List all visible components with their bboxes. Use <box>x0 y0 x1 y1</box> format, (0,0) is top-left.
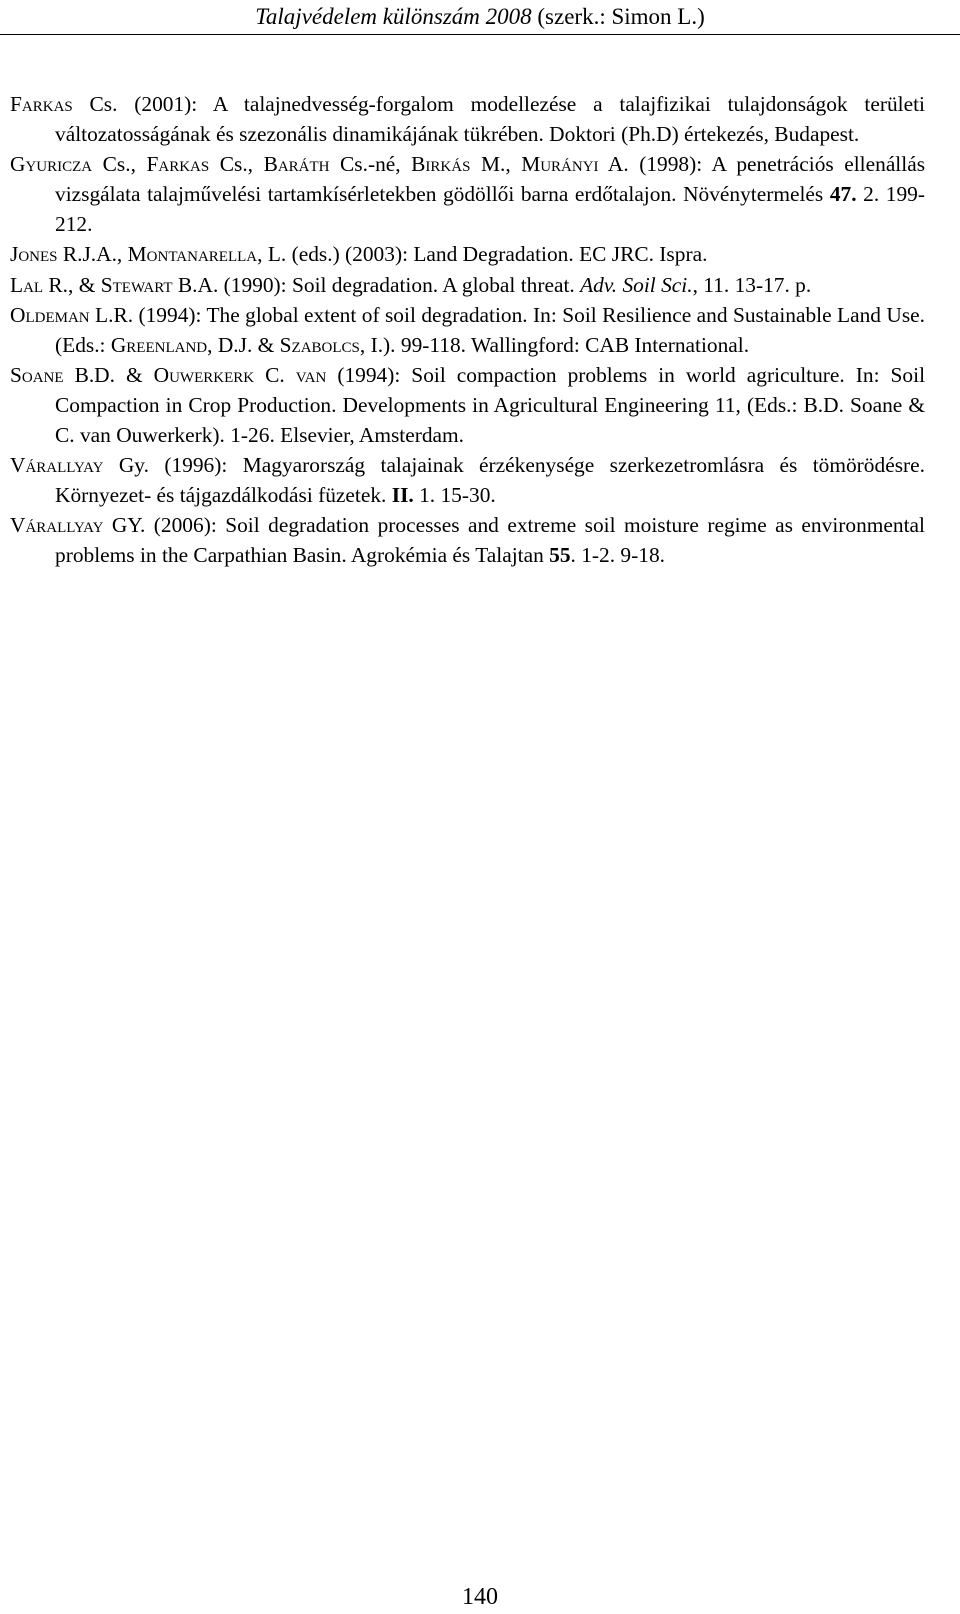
reference-text: Cs.-né, <box>329 152 412 177</box>
author-name: Soane <box>10 362 64 387</box>
reference-text: L.R. (1994): The global extent of soil degradation. In: Soil Resilience and Sustainable Land Use. (Eds.: <box>55 302 925 357</box>
reference-entry <box>10 510 925 570</box>
journal-title: Talajvédelem különszám 2008 <box>255 4 532 29</box>
editor-note: (szerk.: Simon L.) <box>537 4 705 29</box>
author-name: Várallyay <box>10 513 104 538</box>
volume-number: 47. <box>829 182 857 207</box>
reference-entry <box>10 149 925 239</box>
reference-text: 2. 199-212. <box>55 182 925 237</box>
reference-entry <box>10 300 925 360</box>
author-name: Oldeman <box>10 302 90 327</box>
reference-text: , 11. 13-17. p. <box>692 272 812 297</box>
author-name: Jones <box>10 242 58 267</box>
reference-entry <box>10 360 925 450</box>
author-name: van <box>295 362 327 387</box>
reference-text: Cs., <box>92 152 147 177</box>
reference-text: . 1-2. 9-18. <box>570 543 665 568</box>
reference-entry <box>10 89 925 149</box>
reference-text: 1. 15-30. <box>413 483 496 508</box>
reference-entry <box>10 450 925 510</box>
running-header <box>0 0 960 35</box>
author-name: Greenland <box>110 332 208 357</box>
author-name: Farkas <box>146 152 210 177</box>
author-name: Montanarella <box>127 242 258 267</box>
volume-number: II. <box>391 483 414 508</box>
reference-text: (1994): Soil compaction problems in world agriculture. In: Soil Compaction in Crop Production. Developments in Agricultural Engineering 11, (Eds.: B.D. Soane & C. van Ouwerkerk). 1-26. Elsevier, Amsterdam. <box>55 362 926 448</box>
reference-text: Gy. (1996): Magyarország talajainak érzékenysége szerkezetromlásra és tömörödésre. Környezet- és tájgazdálkodási füzetek. <box>55 453 925 508</box>
volume-number: 55 <box>549 543 571 568</box>
author-name: Stewart <box>100 272 173 297</box>
author-name: Farkas <box>10 92 73 116</box>
author-name: Birkás <box>411 152 471 177</box>
reference-entry <box>10 270 925 300</box>
journal-name: Adv. Soil Sci. <box>580 272 693 297</box>
reference-text: B.A. (1990): Soil degradation. A global threat. <box>172 272 581 297</box>
reference-text: GY. (2006): Soil degradation processes and extreme soil moisture regime as environmental problems in the Carpathian Basin. Agrokémia és Talajtan <box>55 513 925 568</box>
author-name: Murányi <box>521 152 599 177</box>
reference-text: B.D. & <box>63 362 154 387</box>
reference-text: Cs. (2001): A talajnedvesség-forgalom modellezése a talajfizikai tulajdonságok területi változatosságának és szezonális dinamikájának tükrében. Doktori (Ph.D) értekezés, Budapest. <box>55 92 925 147</box>
author-name: Baráth <box>263 152 330 177</box>
author-name: Várallyay <box>10 453 104 478</box>
reference-text: , D.J. & <box>207 332 280 357</box>
author-name: Lal <box>10 272 44 297</box>
reference-text: Cs., <box>209 152 264 177</box>
reference-text: C. <box>254 362 296 387</box>
author-name: Szabolcs <box>279 332 360 357</box>
reference-entry <box>10 239 925 269</box>
page-number: 140 <box>462 1584 498 1610</box>
reference-list <box>10 89 925 571</box>
reference-text: R.J.A., <box>57 242 128 267</box>
reference-text: M., <box>470 152 522 177</box>
reference-text: R., & <box>43 272 101 297</box>
reference-text: , I.). 99-118. Wallingford: CAB International. <box>359 332 750 357</box>
reference-text: , L. (eds.) (2003): Land Degradation. EC JRC. Ispra. <box>257 242 708 267</box>
author-name: Gyuricza <box>10 152 93 177</box>
reference-text: A. (1998): A penetrációs ellenállás vizsgálata talajművelési tartamkísérletekben gödöllői barna erdőtalajon. Növénytermelés <box>55 152 926 207</box>
author-name: Ouwerkerk <box>153 362 255 387</box>
